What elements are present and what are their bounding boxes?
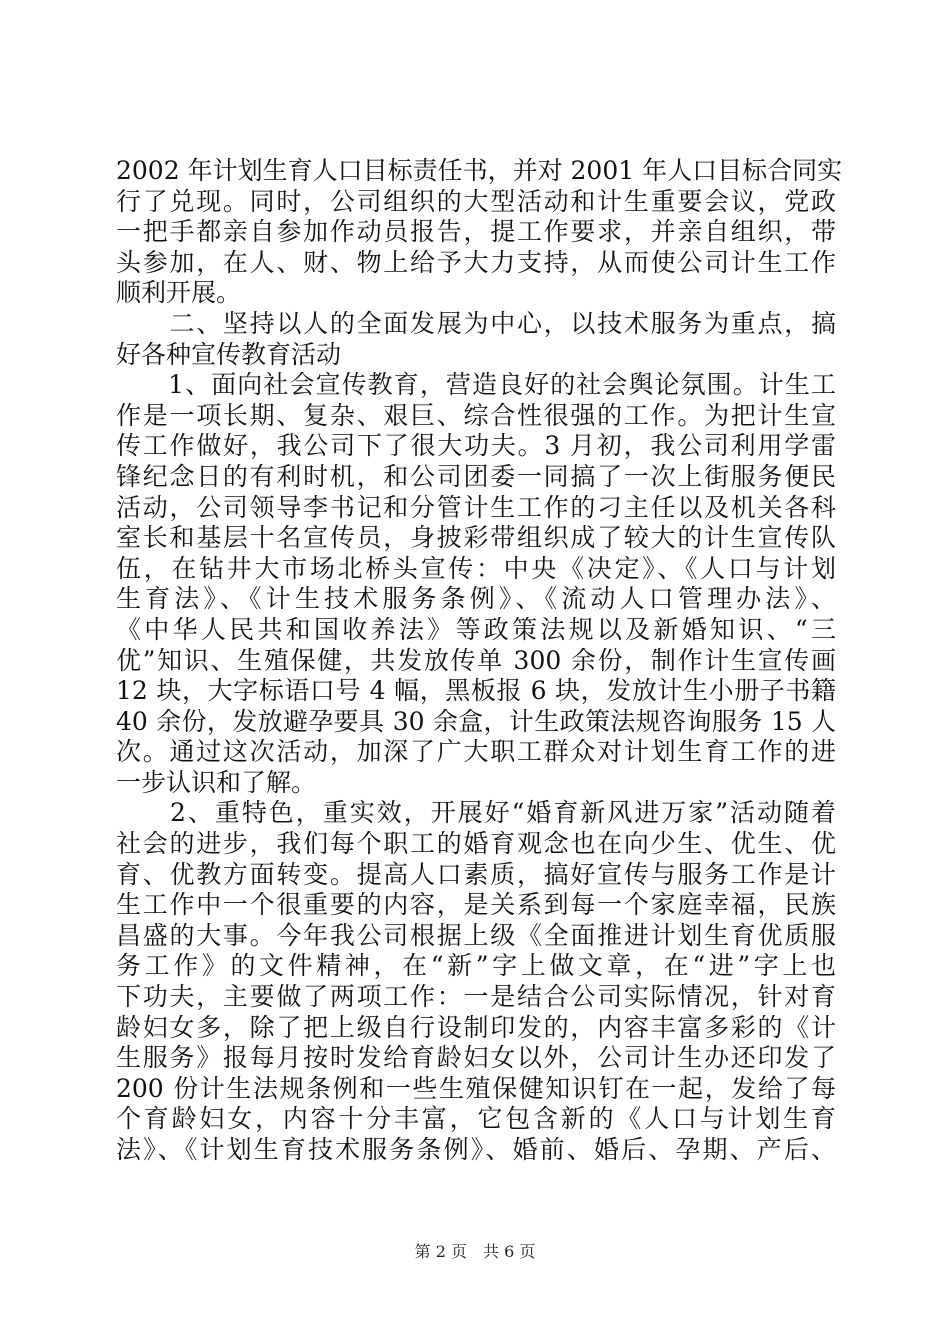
text-line: 2、重特色，重实效，开展好“婚育新风进万家”活动随着 <box>116 798 836 828</box>
text-line: 2002 年计划生育人口目标责任书，并对 2001 年人口目标合同实 <box>116 156 843 185</box>
text-line: 传工作做好，我公司下了很大功夫。3 月初，我公司利用学雷 <box>116 431 836 461</box>
text-line: 200 份计生法规条例和一些生殖保健知识钉在一起，发给了每 <box>116 1073 836 1103</box>
text-line: 个育龄妇女，内容十分丰富，它包含新的《人口与计划生育 <box>116 1104 836 1134</box>
text-line: 社会的进步，我们每个职工的婚育观念也在向少生、优生、优 <box>116 829 836 859</box>
text-line: 下功夫，主要做了两项工作：一是结合公司实际情况，针对育 <box>116 982 836 1012</box>
text-line: 活动，公司领导李书记和分管计生工作的刁主任以及机关各科 <box>116 492 836 522</box>
text-line: 伍，在钻井大市场北桥头宣传：中央《决定》、《人口与计划 <box>116 553 836 583</box>
text-line: 务工作》的文件精神，在“新”字上做文章，在“进”字上也 <box>116 951 836 981</box>
text-line: 一步认识和了解。 <box>116 767 317 797</box>
text-line: 行了兑现。同时，公司组织的大型活动和计生重要会议，党政 <box>116 186 836 216</box>
text-line: 生育法》、《计生技术服务条例》、《流动人口管理办法》、 <box>116 584 836 614</box>
text-line: 作是一项长期、复杂、艰巨、综合性很强的工作。为把计生宣 <box>116 400 836 430</box>
text-line: 法》、《计划生育技术服务条例》、婚前、婚后、孕期、产后、 <box>116 1135 836 1164</box>
page-footer: 第 2 页 共 6 页 <box>414 1242 536 1261</box>
text-line: 生服务》报每月按时发给育龄妇女以外，公司计生办还印发了 <box>116 1043 836 1073</box>
text-line: 昌盛的大事。今年我公司根据上级《全面推进计划生育优质服 <box>116 920 836 950</box>
text-line: 优”知识、生殖保健，共发放传单 300 余份，制作计生宣传画 <box>116 645 836 675</box>
text-line: 二、坚持以人的全面发展为中心，以技术服务为重点，搞 <box>116 308 836 338</box>
text-line: 1、面向社会宣传教育，营造良好的社会舆论氛围。计生工 <box>116 370 836 400</box>
text-line: 《中华人民共和国收养法》等政策法规以及新婚知识、“三 <box>116 614 836 644</box>
text-line: 好各种宣传教育活动 <box>116 339 342 369</box>
text-line: 生工作中一个很重要的内容，是关系到每一个家庭幸福，民族 <box>116 890 836 920</box>
text-line: 40 余份，发放避孕要具 30 余盒，计生政策法规咨询服务 15 人 <box>116 706 836 736</box>
document-body <box>116 156 843 1166</box>
text-line: 室长和基层十名宣传员，身披彩带组织成了较大的计生宣传队 <box>116 523 836 553</box>
text-line: 次。通过这次活动，加深了广大职工群众对计划生育工作的进 <box>116 737 836 767</box>
text-line: 龄妇女多，除了把上级自行设制印发的，内容丰富多彩的《计 <box>116 1012 836 1042</box>
text-line: 顺利开展。 <box>116 278 242 308</box>
text-line: 头参加，在人、财、物上给予大力支持，从而使公司计生工作 <box>116 247 836 277</box>
text-line: 一把手都亲自参加作动员报告，提工作要求，并亲自组织，带 <box>116 217 836 247</box>
text-line: 锋纪念日的有利时机，和公司团委一同搞了一次上街服务便民 <box>116 461 836 491</box>
text-line: 育、优教方面转变。提高人口素质，搞好宣传与服务工作是计 <box>116 859 836 889</box>
text-line: 12 块，大字标语口号 4 幅，黑板报 6 块，发放计生小册子书籍 <box>116 676 836 706</box>
